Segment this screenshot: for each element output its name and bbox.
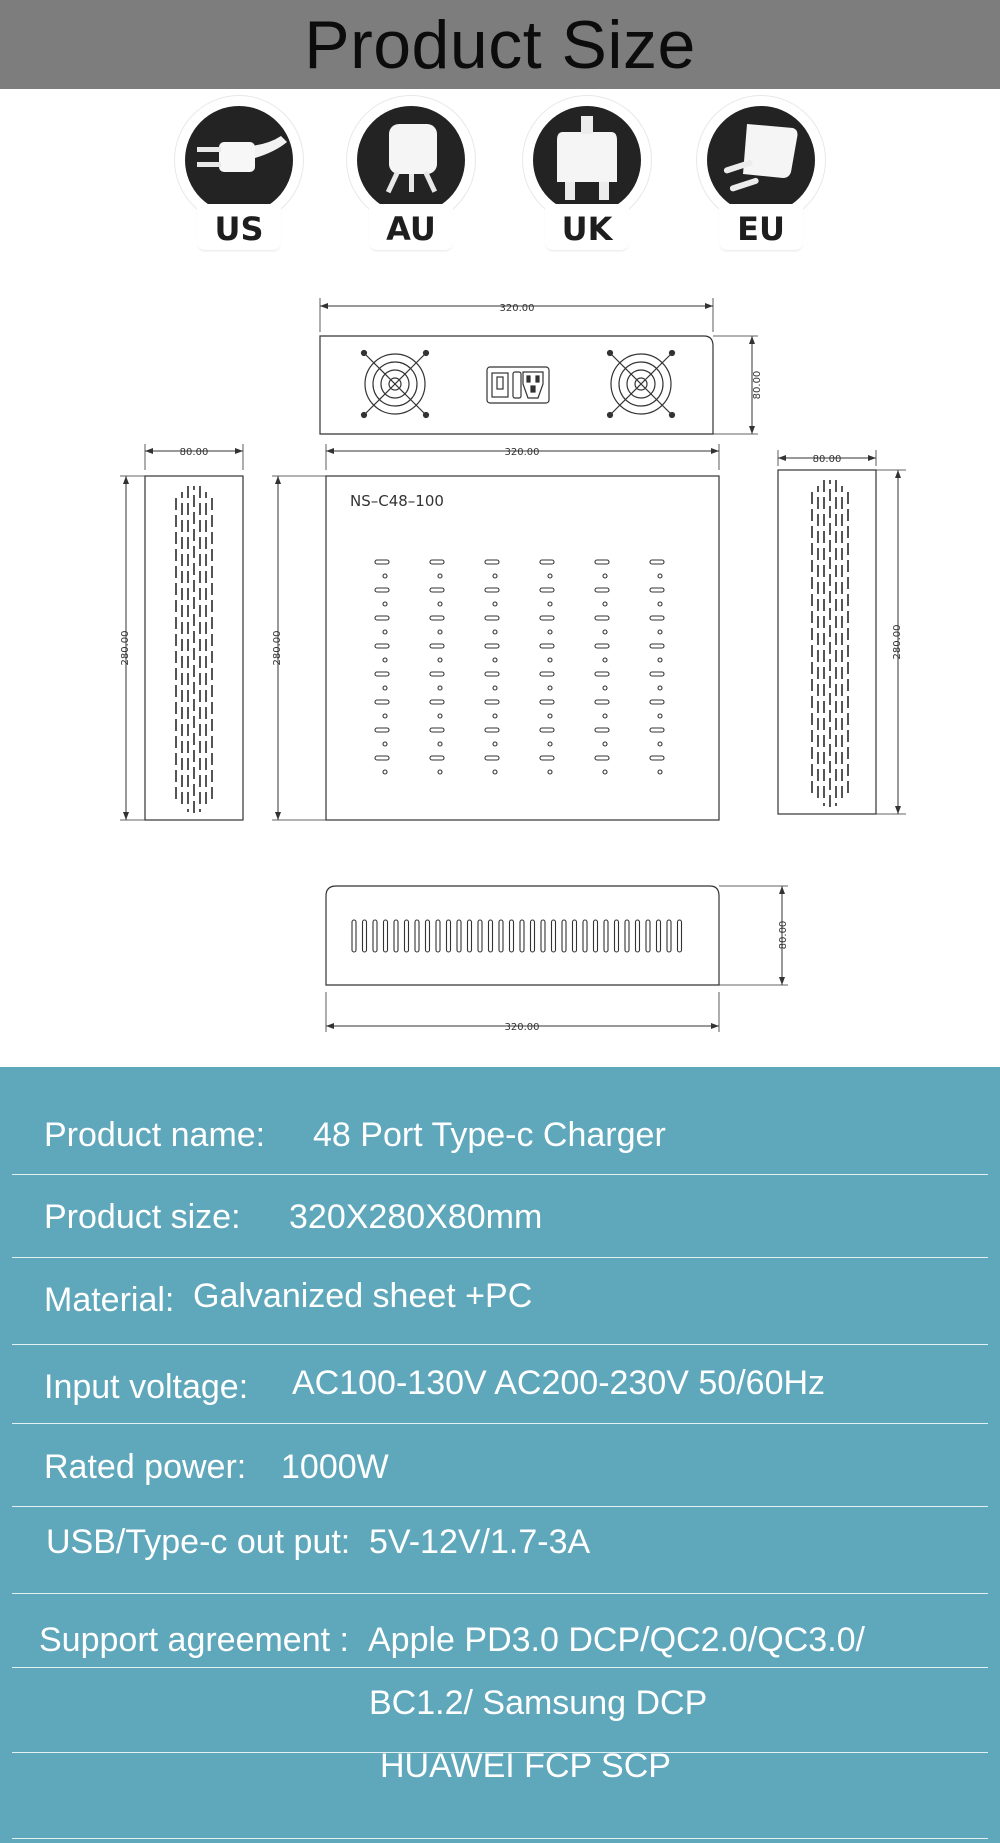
port-led [493, 714, 497, 718]
port-led [548, 574, 552, 578]
usb-c-port [650, 616, 664, 620]
usb-c-port [595, 728, 609, 732]
port-led [438, 686, 442, 690]
usb-c-port [430, 588, 444, 592]
plug-label: US [214, 210, 264, 248]
usb-c-port [485, 700, 499, 704]
divider [12, 1667, 988, 1668]
vent-slot [636, 920, 640, 952]
spec-label: Product name: [44, 1116, 266, 1154]
divider [12, 1423, 988, 1424]
header-banner [0, 0, 1000, 89]
usb-c-port [485, 756, 499, 760]
spec-value: BC1.2/ Samsung DCP [369, 1684, 708, 1722]
fan-grille-left [362, 351, 429, 418]
vent-slot [573, 920, 577, 952]
specifications-panel [0, 1067, 1000, 1843]
usb-c-port [375, 644, 389, 648]
usb-c-port [650, 560, 664, 564]
spec-label: Product size: [44, 1198, 241, 1236]
port-led [658, 658, 662, 662]
vent-slot [489, 920, 493, 952]
spec-value: 5V-12V/1.7-3A [369, 1523, 591, 1561]
vent-slot [562, 920, 566, 952]
port-led [603, 574, 607, 578]
port-led [383, 770, 387, 774]
spec-label: USB/Type-c out put: [46, 1523, 351, 1561]
usb-c-port [595, 644, 609, 648]
vent-slots [176, 486, 212, 814]
front-view [326, 886, 789, 1033]
usb-c-port [595, 616, 609, 620]
plug-types [0, 96, 1000, 256]
port-led [493, 686, 497, 690]
eu-plug-icon [707, 106, 815, 214]
port-led [548, 658, 552, 662]
spec-label: Rated power: [44, 1448, 247, 1486]
us-plug-icon [185, 106, 293, 214]
usb-c-port [650, 672, 664, 676]
uk-plug-icon [533, 106, 641, 214]
spec-label: Support agreement : [39, 1621, 349, 1659]
usb-c-port [430, 644, 444, 648]
usb-c-port [595, 756, 609, 760]
usb-c-port [595, 672, 609, 676]
dim-label: 320.00 [499, 303, 535, 314]
divider [12, 1344, 988, 1345]
port-led [548, 714, 552, 718]
vent-slot [415, 920, 419, 952]
plug-label: EU [737, 210, 785, 248]
usb-c-port [430, 756, 444, 760]
dim-label: 80.00 [812, 454, 842, 465]
vent-slot [552, 920, 556, 952]
vent-slot [384, 920, 388, 952]
plug-label: UK [561, 210, 613, 248]
spec-value: Galvanized sheet +PC [193, 1277, 533, 1315]
usb-c-port [375, 672, 389, 676]
usb-c-port [650, 588, 664, 592]
vent-slot [541, 920, 545, 952]
plug-badge-au [347, 96, 475, 256]
usb-c-port [485, 728, 499, 732]
port-led [493, 742, 497, 746]
vent-slot [678, 920, 682, 952]
dim-label: 280.00 [272, 630, 283, 666]
usb-c-port [375, 728, 389, 732]
plug-badge-uk [523, 96, 651, 256]
dim-label: 80.00 [179, 447, 209, 458]
back-view [320, 298, 763, 434]
spec-value: HUAWEI FCP SCP [380, 1747, 671, 1785]
plug-badge-us [175, 96, 303, 256]
port-led [383, 686, 387, 690]
divider [12, 1506, 988, 1507]
power-switch-socket [487, 367, 549, 403]
vent-slot [426, 920, 430, 952]
dim-label: 280.00 [120, 630, 131, 666]
vent-slot [478, 920, 482, 952]
port-led [493, 574, 497, 578]
spec-label: Input voltage: [44, 1368, 249, 1406]
vent-slot [604, 920, 608, 952]
port-led [383, 714, 387, 718]
divider [12, 1838, 988, 1839]
usb-c-port [375, 616, 389, 620]
au-plug-icon [357, 106, 465, 214]
spec-value: Apple PD3.0 DCP/QC2.0/QC3.0/ [368, 1621, 866, 1659]
usb-c-port [430, 560, 444, 564]
divider [12, 1257, 988, 1258]
dim-label: 320.00 [504, 1022, 540, 1033]
usb-c-port [485, 560, 499, 564]
vent-slot [352, 920, 356, 952]
usb-c-port [540, 560, 554, 564]
vent-slot [615, 920, 619, 952]
usb-c-port [540, 672, 554, 676]
spec-value: 1000W [281, 1448, 389, 1486]
usb-c-port [650, 756, 664, 760]
port-led [493, 630, 497, 634]
port-led [438, 602, 442, 606]
usb-c-port [540, 700, 554, 704]
vent-slot [646, 920, 650, 952]
vent-slot [667, 920, 671, 952]
port-led [493, 602, 497, 606]
vent-slot [520, 920, 524, 952]
port-led [548, 742, 552, 746]
port-led [548, 602, 552, 606]
vent-slot [457, 920, 461, 952]
port-led [383, 742, 387, 746]
usb-c-port [650, 700, 664, 704]
dim-label: 80.00 [778, 920, 789, 950]
port-led [493, 770, 497, 774]
vent-slot [594, 920, 598, 952]
vent-slot [363, 920, 367, 952]
port-led [548, 630, 552, 634]
usb-c-port [540, 728, 554, 732]
dim-label: 320.00 [504, 447, 540, 458]
port-led [658, 574, 662, 578]
port-led [438, 630, 442, 634]
port-led [548, 686, 552, 690]
usb-c-port [430, 728, 444, 732]
port-led [658, 630, 662, 634]
vent-slots [812, 480, 848, 808]
spec-label: Material: [44, 1281, 175, 1319]
vent-slot [531, 920, 535, 952]
vent-slots [352, 920, 682, 952]
usb-c-port [540, 616, 554, 620]
port-led [383, 630, 387, 634]
port-led [603, 658, 607, 662]
vent-slot [394, 920, 398, 952]
vent-slot [583, 920, 587, 952]
usb-c-port [375, 756, 389, 760]
usb-c-port [540, 644, 554, 648]
vent-slot [499, 920, 503, 952]
usb-c-port [485, 672, 499, 676]
port-led [493, 658, 497, 662]
plug-badge-eu [697, 96, 825, 256]
page-title: Product Size [304, 6, 696, 83]
usb-c-port [485, 616, 499, 620]
port-led [603, 630, 607, 634]
usb-c-port [650, 644, 664, 648]
port-led [438, 658, 442, 662]
port-led [603, 602, 607, 606]
usb-c-port [540, 588, 554, 592]
vent-slot [447, 920, 451, 952]
spec-value: 320X280X80mm [289, 1198, 543, 1236]
vent-slot [436, 920, 440, 952]
usb-c-port [430, 672, 444, 676]
usb-c-port [485, 644, 499, 648]
port-led [438, 742, 442, 746]
usb-c-port [595, 560, 609, 564]
usb-c-port [485, 588, 499, 592]
usb-c-port [375, 588, 389, 592]
port-led [438, 770, 442, 774]
vent-slot [625, 920, 629, 952]
port-led [658, 686, 662, 690]
usb-c-port [430, 700, 444, 704]
vent-slot [468, 920, 472, 952]
left-side-view [120, 444, 243, 820]
port-led [658, 770, 662, 774]
dim-label: 80.00 [752, 370, 763, 400]
vent-slot [657, 920, 661, 952]
port-led [603, 770, 607, 774]
spec-value: 48 Port Type-c Charger [313, 1116, 666, 1154]
vent-slot [405, 920, 409, 952]
usb-c-port [650, 728, 664, 732]
port-led [383, 574, 387, 578]
port-led [383, 602, 387, 606]
port-led [658, 602, 662, 606]
port-led [383, 658, 387, 662]
port-led [603, 742, 607, 746]
right-side-view [778, 450, 906, 814]
port-led [603, 686, 607, 690]
port-led [438, 714, 442, 718]
usb-c-port [375, 700, 389, 704]
fan-grille-right [608, 351, 675, 418]
plug-label: AU [386, 210, 436, 248]
divider [12, 1593, 988, 1594]
port-led [603, 714, 607, 718]
usb-c-port [540, 756, 554, 760]
usb-c-port-grid [375, 560, 664, 774]
technical-drawing [0, 280, 1000, 1050]
top-view [272, 444, 719, 820]
port-led [658, 742, 662, 746]
vent-slot [510, 920, 514, 952]
usb-c-port [430, 616, 444, 620]
dim-label: 280.00 [892, 624, 903, 660]
divider [12, 1174, 988, 1175]
model-number: NS–C48–100 [350, 492, 444, 510]
spec-value: AC100-130V AC200-230V 50/60Hz [292, 1364, 826, 1402]
usb-c-port [595, 700, 609, 704]
vent-slot [373, 920, 377, 952]
usb-c-port [375, 560, 389, 564]
port-led [548, 770, 552, 774]
port-led [658, 714, 662, 718]
port-led [438, 574, 442, 578]
usb-c-port [595, 588, 609, 592]
